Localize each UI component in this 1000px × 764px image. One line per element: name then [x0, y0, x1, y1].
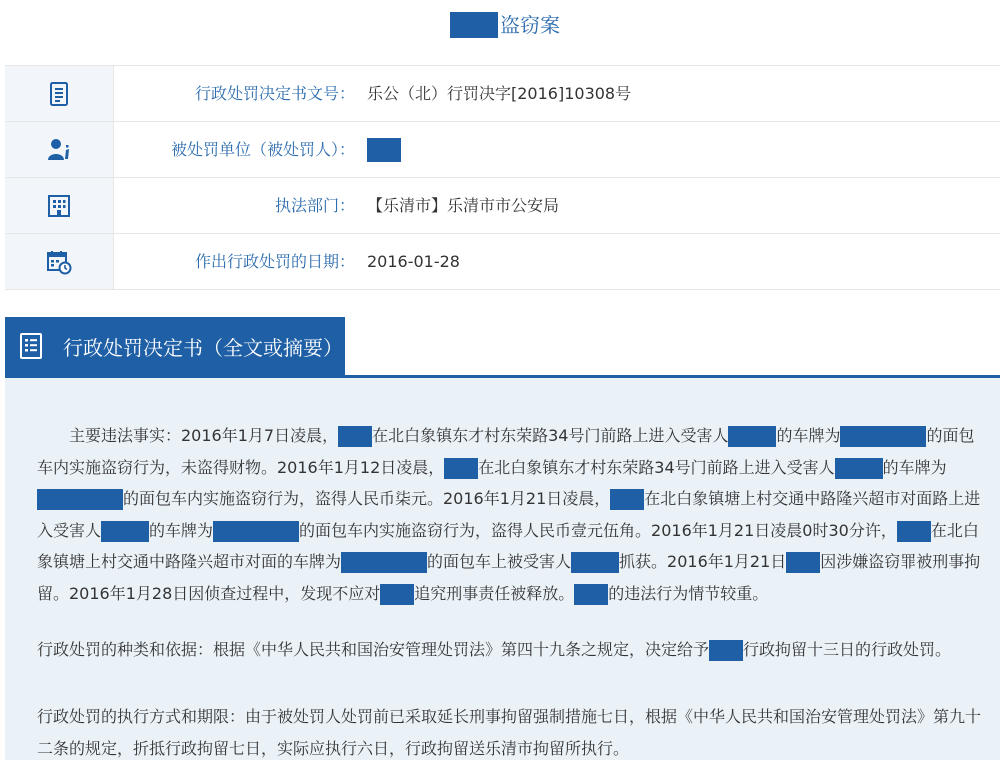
- info-row-doc-number: [5, 65, 1000, 122]
- section-tab: [5, 317, 345, 375]
- text-segment: 抓获。2016年1月21日: [619, 552, 787, 571]
- text-segment: 行政拘留十三日的行政处罚。: [743, 640, 952, 659]
- icon-cell: [5, 234, 114, 289]
- text-segment: 在北白象镇东才村东荣路34号门前路上进入受害人: [478, 457, 835, 477]
- text-segment: 在北白象镇东才村东荣路34号门前路上进入受害人: [372, 426, 729, 445]
- document-list-icon: [17, 332, 45, 360]
- text-segment: 的违法行为情节较重。: [608, 583, 769, 603]
- enforcement-dept-label: 执法部门：: [274, 196, 355, 215]
- redaction-block: [897, 521, 931, 542]
- redaction-block: [213, 521, 299, 542]
- redaction-block: [444, 458, 478, 479]
- text-segment: 的车牌为: [149, 520, 214, 540]
- doc-number-label: 行政处罚决定书文号：: [194, 84, 355, 103]
- calendar-icon: [46, 249, 72, 275]
- redaction-block: [450, 12, 498, 38]
- redaction-block: [101, 521, 149, 542]
- text-segment: 行政处罚的种类和依据：根据《中华人民共和国治安管理处罚法》第四十九条之规定，决定给予: [37, 640, 710, 659]
- redaction-block: [37, 489, 123, 510]
- text-segment: 因涉嫌盗窃罪被刑事拘留。2016年1月28日因侦查过程中，发现不应对: [37, 552, 981, 603]
- document-icon: [46, 81, 72, 107]
- info-row-enforcement-dept: [5, 178, 1000, 234]
- text-segment: 主要违法事实：2016年1月7日凌晨，: [69, 426, 339, 445]
- text-segment: 的面包车内实施盗窃行为，未盗得财物。2016年1月12日凌晨，: [37, 426, 975, 477]
- redaction-block: [709, 640, 743, 661]
- penalized-party-label: 被处罚单位（被处罚人）：: [170, 140, 355, 159]
- redaction-block: [380, 584, 414, 605]
- decision-date-value: 2016-01-28: [367, 252, 460, 271]
- execution-paragraph: 行政处罚的执行方式和期限：由于被处罚人处罚前已采取延长刑事拘留强制措施七日，根据《中华人民共和国治安管理处罚法》第九十二条的规定，折抵行政拘留七日，实际应执行六日，行政拘留送乐清市拘留所执行。: [37, 707, 982, 758]
- redaction-block: [728, 426, 776, 447]
- doc-number-value: 乐公（北）行罚决字[2016]10308号: [367, 84, 632, 103]
- redaction-block: [610, 489, 644, 510]
- redaction-block: [338, 426, 372, 447]
- decision-content: [5, 378, 1000, 760]
- info-row-decision-date: [5, 234, 1000, 290]
- person-icon: [46, 137, 72, 163]
- page-header: [0, 0, 1000, 60]
- text-segment: 追究刑事责任被释放。: [414, 583, 575, 603]
- text-segment: 的面包车上被受害人: [427, 552, 572, 571]
- info-row-penalized-party: [5, 122, 1000, 178]
- redaction-block: [786, 552, 820, 573]
- redaction-block: [341, 552, 427, 573]
- decision-date-label: 作出行政处罚的日期：: [194, 252, 355, 271]
- enforcement-dept-value: 【乐清市】乐清市市公安局: [367, 196, 560, 215]
- redaction-block: [835, 458, 883, 479]
- icon-cell: [5, 178, 114, 233]
- penalized-party-value: [367, 122, 401, 177]
- icon-cell: [5, 66, 114, 121]
- text-segment: 的车牌为: [882, 457, 947, 477]
- text-segment: 在北白象镇塘上村交通中路隆兴超市对面的车牌为: [37, 520, 979, 571]
- redaction-block: [571, 552, 619, 573]
- text-segment: 的面包车内实施盗窃行为，盗得人民币壹元伍角。2016年1月21日凌晨0时30分许，: [299, 520, 897, 540]
- redaction-block: [367, 138, 401, 162]
- case-title-text: 盗窃案: [500, 13, 560, 37]
- penalty-type-paragraph: [37, 634, 989, 666]
- icon-cell: [5, 122, 114, 177]
- text-segment: 的面包车内实施盗窃行为，盗得人民币柒元。2016年1月21日凌晨，: [123, 489, 611, 508]
- text-segment: 的车牌为: [776, 426, 841, 445]
- main-facts-paragraph: [37, 420, 989, 609]
- redaction-block: [574, 584, 608, 605]
- building-icon: [46, 193, 72, 219]
- section-title: 行政处罚决定书（全文或摘要）: [63, 335, 343, 360]
- case-title: [450, 10, 560, 40]
- redaction-block: [840, 426, 926, 447]
- section-header: [5, 317, 1000, 378]
- text-segment: 在北白象镇塘上村交通中路隆兴超市对面路上进入受害人: [37, 489, 981, 540]
- info-table: [5, 65, 1000, 290]
